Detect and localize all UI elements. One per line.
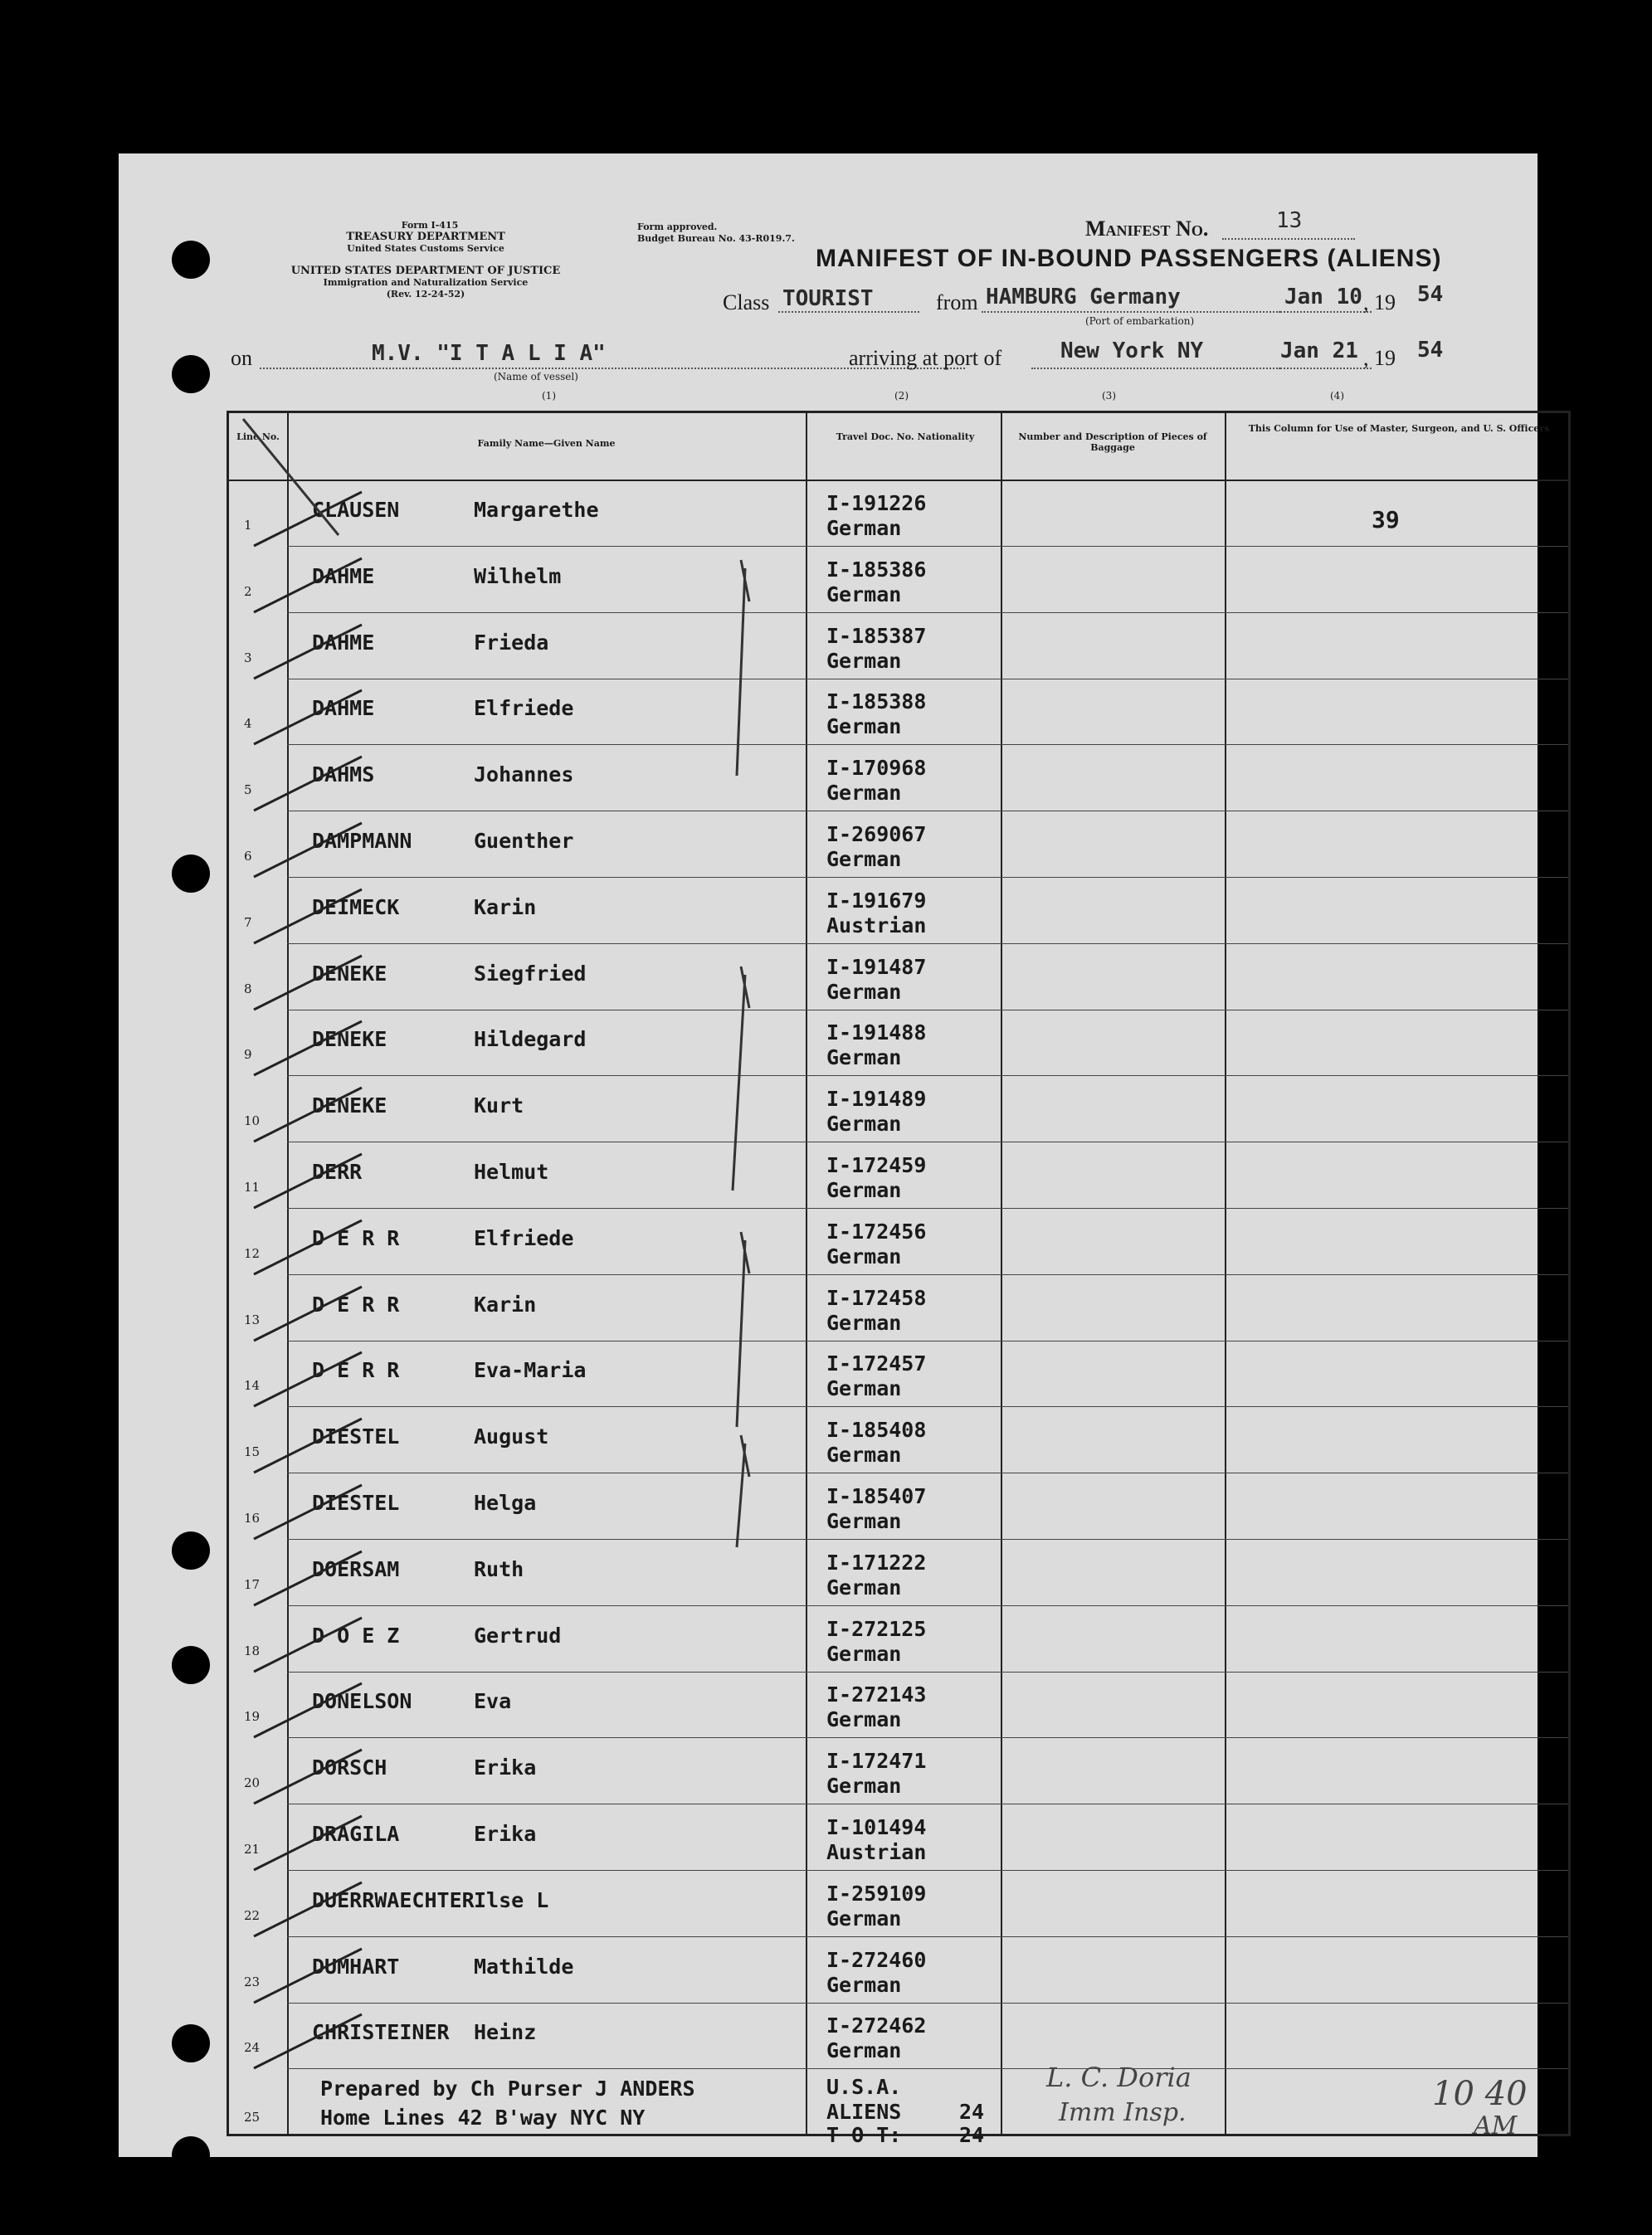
line-number: 22 bbox=[244, 1907, 261, 1923]
nationality: German bbox=[826, 1707, 902, 1732]
family-name: DORSCH bbox=[312, 1755, 387, 1780]
family-name: DUERRWAECHTER bbox=[312, 1887, 475, 1912]
inspector-title: Imm Insp. bbox=[1059, 2098, 1187, 2127]
given-name: Erika bbox=[474, 1822, 537, 1846]
nationality: German bbox=[826, 714, 902, 739]
family-name: DAMPMANN bbox=[312, 829, 412, 853]
nationality: German bbox=[826, 1509, 902, 1533]
nationality: German bbox=[826, 2038, 902, 2063]
given-name: Mathilde bbox=[474, 1954, 574, 1979]
usa-label: U.S.A. bbox=[826, 2075, 902, 2099]
line-number: 9 bbox=[244, 1047, 252, 1063]
given-name: Karin bbox=[474, 894, 537, 919]
from-label: from bbox=[936, 290, 978, 314]
given-name: Heinz bbox=[474, 2020, 537, 2045]
line-number: 13 bbox=[244, 1312, 261, 1327]
line-number: 1 bbox=[244, 518, 252, 533]
nationality: German bbox=[826, 1774, 902, 1799]
margin-mark-line bbox=[243, 419, 339, 535]
family-name: DENEKE bbox=[312, 1093, 387, 1118]
customs-service: United States Customs Service bbox=[347, 243, 504, 254]
officer-count: 39 bbox=[1372, 506, 1400, 533]
col-head-officers: This Column for Use of Master, Surgeon, and U. S. Officers bbox=[1248, 423, 1550, 434]
inspection-time: 10 40 bbox=[1432, 2075, 1528, 2113]
line-number: 23 bbox=[244, 1974, 261, 1989]
class-value: TOURIST bbox=[782, 286, 874, 311]
line-number: 3 bbox=[244, 650, 252, 665]
arriving-label: arriving at port of bbox=[849, 346, 1002, 370]
nationality: German bbox=[826, 1244, 902, 1268]
line-number: 15 bbox=[244, 1444, 261, 1460]
travel-doc-number: I-259109 bbox=[826, 1881, 927, 1906]
line-number: 10 bbox=[244, 1113, 261, 1129]
given-name: Helga bbox=[474, 1491, 537, 1515]
form-number: Form I-415 bbox=[401, 220, 459, 231]
travel-doc-number: I-272143 bbox=[826, 1682, 927, 1707]
travel-doc-number: I-171222 bbox=[826, 1550, 927, 1575]
manifest-title: MANIFEST OF IN-BOUND PASSENGERS (ALIENS) bbox=[816, 245, 1442, 272]
nationality: German bbox=[826, 781, 902, 806]
nationality: German bbox=[826, 648, 902, 673]
tot-count: 24 bbox=[959, 2123, 985, 2147]
travel-doc-number: I-191226 bbox=[826, 491, 927, 515]
nationality: German bbox=[826, 1376, 902, 1401]
inspection-ampm: AM bbox=[1474, 2111, 1518, 2140]
travel-doc-number: I-172471 bbox=[826, 1749, 927, 1774]
revision: (Rev. 12-24-52) bbox=[386, 289, 465, 299]
family-name: DUMHART bbox=[312, 1954, 400, 1979]
family-name: DIESTEL bbox=[312, 1424, 400, 1449]
family-name: DAHME bbox=[312, 630, 375, 655]
nationality: German bbox=[826, 1641, 902, 1666]
budget-bureau: Budget Bureau No. 43-R019.7. bbox=[637, 233, 795, 244]
given-name: Karin bbox=[474, 1292, 537, 1317]
given-name: Ruth bbox=[474, 1556, 524, 1581]
line-number: 2 bbox=[244, 583, 252, 599]
travel-doc-number: I-172458 bbox=[826, 1285, 927, 1310]
nationality: German bbox=[826, 582, 902, 606]
nationality: German bbox=[826, 1443, 902, 1468]
nationality: German bbox=[826, 979, 902, 1004]
travel-doc-number: I-170968 bbox=[826, 756, 927, 781]
travel-doc-number: I-172457 bbox=[826, 1351, 927, 1376]
given-name: Elfriede bbox=[474, 696, 574, 721]
family-name: DENEKE bbox=[312, 961, 387, 986]
family-name: DONELSON bbox=[312, 1689, 412, 1714]
given-name: Kurt bbox=[474, 1093, 524, 1118]
manifest-page bbox=[119, 153, 1550, 2157]
line-number: 5 bbox=[244, 782, 252, 798]
vessel-name: M.V. "I T A L I A" bbox=[372, 341, 606, 366]
family-name: D E R R bbox=[312, 1358, 400, 1383]
line-number: 20 bbox=[244, 1775, 261, 1791]
travel-doc-number: I-191489 bbox=[826, 1087, 927, 1112]
family-name: D O E Z bbox=[312, 1623, 400, 1648]
family-name: DAHME bbox=[312, 563, 375, 588]
given-name: Eva bbox=[474, 1689, 512, 1714]
travel-doc-number: I-101494 bbox=[826, 1815, 927, 1839]
depart-year: 54 bbox=[1417, 282, 1444, 307]
given-name: Gertrud bbox=[474, 1623, 562, 1648]
travel-doc-number: I-272462 bbox=[826, 2013, 927, 2038]
line-number: 16 bbox=[244, 1511, 261, 1526]
travel-doc-number: I-185386 bbox=[826, 557, 927, 582]
travel-doc-number: I-185388 bbox=[826, 689, 927, 714]
col-num-3: (3) bbox=[1102, 390, 1116, 402]
justice-dept: UNITED STATES DEPARTMENT OF JUSTICE bbox=[290, 265, 561, 277]
col-num-2: (2) bbox=[894, 390, 909, 402]
nationality: German bbox=[826, 847, 902, 871]
nationality: German bbox=[826, 1575, 902, 1600]
given-name: Eva-Maria bbox=[474, 1358, 587, 1383]
given-name: Helmut bbox=[474, 1160, 549, 1184]
travel-doc-number: I-272125 bbox=[826, 1616, 927, 1641]
nationality: Austrian bbox=[826, 1840, 927, 1864]
given-name: Erika bbox=[474, 1755, 537, 1780]
travel-doc-number: I-191488 bbox=[826, 1020, 927, 1045]
family-name: DERR bbox=[312, 1160, 363, 1184]
line-number: 24 bbox=[244, 2040, 261, 2056]
family-bracket bbox=[737, 1232, 749, 1427]
aliens-label: ALIENS bbox=[826, 2100, 902, 2124]
col-num-1: (1) bbox=[542, 390, 556, 402]
line-number: 4 bbox=[244, 716, 252, 732]
form-approved: Form approved. bbox=[637, 222, 718, 232]
given-name: Wilhelm bbox=[474, 563, 562, 588]
tot-label: T O T: bbox=[826, 2123, 902, 2147]
treasury-dept: TREASURY DEPARTMENT bbox=[346, 231, 505, 243]
travel-doc-number: I-185407 bbox=[826, 1484, 927, 1508]
travel-doc-number: I-172456 bbox=[826, 1219, 927, 1244]
margin-marks bbox=[119, 153, 1537, 2157]
nationality: German bbox=[826, 1906, 902, 1931]
aliens-count: 24 bbox=[959, 2100, 985, 2124]
given-name: Ilse L bbox=[474, 1887, 549, 1912]
given-name: Elfriede bbox=[474, 1225, 574, 1250]
family-name: DENEKE bbox=[312, 1027, 387, 1052]
nationality: German bbox=[826, 1045, 902, 1070]
col-num-4: (4) bbox=[1330, 390, 1344, 402]
family-bracket bbox=[737, 1435, 749, 1547]
ins-service: Immigration and Naturalization Service bbox=[323, 277, 529, 288]
family-name: D E R R bbox=[312, 1225, 400, 1250]
given-name: Frieda bbox=[474, 630, 549, 655]
given-name: Margarethe bbox=[474, 498, 599, 522]
line-number: 21 bbox=[244, 1842, 261, 1857]
col-head-travel-doc: Travel Doc. No. Nationality bbox=[836, 431, 975, 442]
vessel-caption: (Name of vessel) bbox=[494, 371, 578, 382]
prepared-by: Prepared by Ch Purser J ANDERS bbox=[320, 2077, 695, 2101]
family-name: D E R R bbox=[312, 1292, 400, 1317]
line-number: 12 bbox=[244, 1245, 261, 1261]
given-name: August bbox=[474, 1424, 549, 1449]
arrival-year: 54 bbox=[1417, 338, 1444, 363]
col-head-baggage: Number and Description of Pieces of Baggage bbox=[1018, 431, 1207, 453]
family-name: DRAGILA bbox=[312, 1822, 400, 1846]
nationality: German bbox=[826, 516, 902, 540]
line-number: 19 bbox=[244, 1709, 261, 1725]
travel-doc-number: I-191679 bbox=[826, 888, 927, 913]
line-number: 6 bbox=[244, 849, 252, 864]
nationality: Austrian bbox=[826, 913, 927, 937]
arrival-port: New York NY bbox=[1060, 338, 1204, 363]
inspector-signature: L. C. Doria bbox=[1046, 2062, 1191, 2093]
depart-date: Jan 10 bbox=[1284, 285, 1362, 309]
family-name: DOERSAM bbox=[312, 1556, 400, 1581]
line-number: 14 bbox=[244, 1378, 261, 1394]
on-label: on bbox=[231, 346, 252, 370]
given-name: Siegfried bbox=[474, 961, 587, 986]
travel-doc-number: I-191487 bbox=[826, 954, 927, 979]
line-number: 8 bbox=[244, 981, 252, 996]
nationality: German bbox=[826, 1972, 902, 1997]
col-head-name: Family Name—Given Name bbox=[477, 438, 616, 449]
family-name: CLAUSEN bbox=[312, 498, 400, 522]
line-number: 25 bbox=[244, 2110, 261, 2125]
family-bracket bbox=[733, 967, 749, 1191]
travel-doc-number: I-172459 bbox=[826, 1153, 927, 1177]
family-name: DAHMS bbox=[312, 762, 375, 787]
nationality: German bbox=[826, 1112, 902, 1137]
given-name: Hildegard bbox=[474, 1027, 587, 1052]
family-name: DAHME bbox=[312, 696, 375, 721]
given-name: Guenther bbox=[474, 829, 574, 853]
line-number: 17 bbox=[244, 1576, 261, 1592]
class-label: Class bbox=[723, 290, 770, 314]
family-bracket bbox=[737, 560, 749, 776]
travel-doc-number: I-272460 bbox=[826, 1947, 927, 1972]
col-head-line-no: Line No. bbox=[236, 431, 280, 442]
shipping-line-address: Home Lines 42 B'way NYC NY bbox=[320, 2106, 646, 2130]
arrival-year-prefix: , 19 bbox=[1363, 346, 1396, 370]
manifest-no-label: Manifest No. bbox=[1085, 217, 1209, 241]
nationality: German bbox=[826, 1310, 902, 1335]
family-name: DIESTEL bbox=[312, 1491, 400, 1515]
line-number: 7 bbox=[244, 914, 252, 930]
travel-doc-number: I-269067 bbox=[826, 822, 927, 846]
travel-doc-number: I-185408 bbox=[826, 1418, 927, 1443]
depart-year-prefix: , 19 bbox=[1363, 290, 1396, 314]
family-name: DEIMECK bbox=[312, 894, 400, 919]
family-name: CHRISTEINER bbox=[312, 2020, 450, 2045]
line-number: 11 bbox=[244, 1180, 261, 1195]
line-number: 18 bbox=[244, 1643, 261, 1658]
travel-doc-number: I-185387 bbox=[826, 623, 927, 648]
given-name: Johannes bbox=[474, 762, 574, 787]
port-embark-caption: (Port of embarkation) bbox=[1085, 315, 1195, 327]
from-value: HAMBURG Germany bbox=[986, 285, 1181, 309]
manifest-no-value: 13 bbox=[1276, 208, 1303, 233]
arrival-date: Jan 21 bbox=[1280, 338, 1358, 363]
nationality: German bbox=[826, 1178, 902, 1202]
